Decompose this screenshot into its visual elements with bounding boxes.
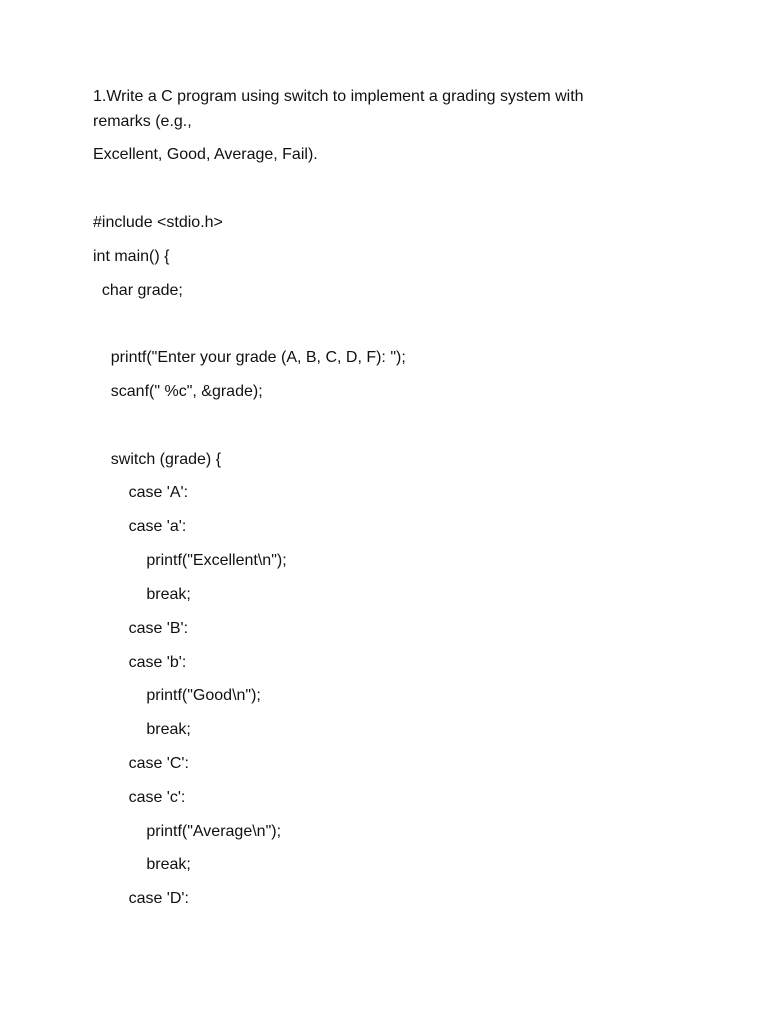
code-line: case 'c': (93, 789, 186, 806)
question-text-line-3: Excellent, Good, Average, Fail). (93, 146, 318, 163)
code-line: break; (93, 856, 191, 873)
code-line: case 'B': (93, 620, 189, 637)
code-line: printf("Enter your grade (A, B, C, D, F): "); (93, 349, 406, 366)
code-line: break; (93, 721, 191, 738)
code-line: case 'D': (93, 890, 189, 907)
question-text-line-1: 1.Write a C program using switch to implement a grading system with (93, 88, 584, 105)
code-line: printf("Average\n"); (93, 823, 282, 840)
code-line: case 'b': (93, 654, 187, 671)
code-line: break; (93, 586, 191, 603)
code-line: #include <stdio.h> (93, 214, 223, 231)
code-line: int main() { (93, 248, 170, 265)
code-line: scanf(" %c", &grade); (93, 383, 263, 400)
code-line: printf("Good\n"); (93, 687, 261, 704)
question-text-line-2: remarks (e.g., (93, 113, 192, 130)
code-line: case 'A': (93, 484, 189, 501)
code-line: char grade; (93, 282, 183, 299)
code-line: switch (grade) { (93, 451, 222, 468)
code-line: case 'a': (93, 518, 187, 535)
code-line: case 'C': (93, 755, 189, 772)
code-line: printf("Excellent\n"); (93, 552, 287, 569)
